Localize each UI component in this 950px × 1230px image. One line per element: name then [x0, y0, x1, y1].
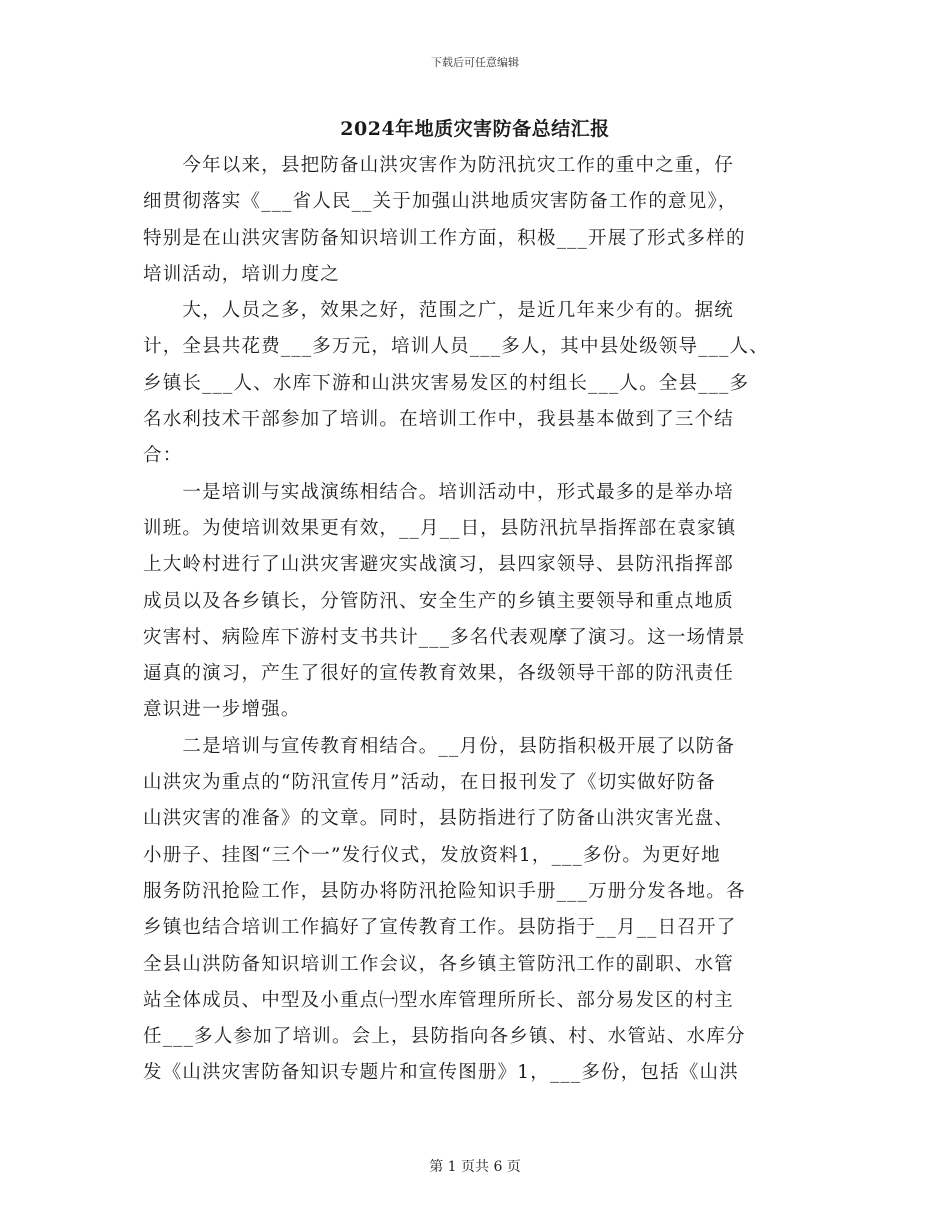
body-line: 二是培训与宣传教育相结合。__月份，县防指积极开展了以防备 [143, 735, 736, 757]
body-line: 培训活动，培训力度之 [143, 263, 341, 285]
page-number-footer: 第 1 页共 6 页 [429, 1159, 521, 1175]
body-line: 服务防汛抢险工作，县防办将防汛抢险知识手册___万册分发各地。各 [143, 880, 746, 902]
body-line: 发《山洪灾害防备知识专题片和宣传图册》1，___多份，包括《山洪 [143, 1062, 739, 1084]
body-line: 训班。为使培训效果更有效，__月__日，县防汛抗旱指挥部在袁家镇 [143, 517, 737, 539]
body-line: 名水利技术干部参加了培训。在培训工作中，我县基本做到了三个结 [143, 409, 735, 431]
body-line: 逼真的演习，产生了很好的宣传教育效果，各级领导干部的防汛责任 [143, 663, 735, 685]
body-line: 乡镇也结合培训工作搞好了宣传教育工作。县防指于__月__日召开了 [143, 917, 737, 939]
body-line: 特别是在山洪灾害防备知识培训工作方面，积极___开展了形式多样的 [143, 227, 746, 249]
body-line: 上大岭村进行了山洪灾害避灾实战演习，县四家领导、县防汛指挥部 [143, 554, 735, 576]
body-line: 计，全县共花费___多万元，培训人员___多人，其中县处级领导___人、 [143, 336, 769, 358]
body-line: 乡镇长___人、水库下游和山洪灾害易发区的村组长___人。全县___多 [143, 372, 750, 394]
header-note: 下载后可任意编辑 [431, 56, 519, 69]
document-body [143, 148, 808, 1092]
body-line: 全县山洪防备知识培训工作会议，各乡镇主管防汛工作的副职、水管 [143, 953, 735, 975]
body-line: 意识进一步增强。 [143, 699, 301, 721]
body-line: 灾害村、病险库下游村支书共计___多名代表观摩了演习。这一场情景 [143, 626, 746, 648]
body-line: 小册子、挂图“三个一”发行仪式，发放资料1，___多份。为更好地 [143, 844, 721, 866]
body-line: 今年以来，县把防备山洪灾害作为防汛抗灾工作的重中之重，仔 [143, 155, 735, 176]
body-line: 山洪灾为重点的“防汛宣传月”活动，在日报刊发了《切实做好防备 [143, 772, 716, 794]
document-title: 2024年地质灾害防备总结汇报 [340, 118, 610, 140]
body-line: 山洪灾害的准备》的文章。同时，县防指进行了防备山洪灾害光盘、 [143, 808, 735, 830]
body-line: 任___多人参加了培训。会上，县防指向各乡镇、村、水管站、水库分 [143, 1026, 746, 1048]
body-line: 大，人员之多，效果之好，范围之广，是近几年来少有的。据统 [143, 300, 735, 322]
body-line: 细贯彻落实《___省人民__关于加强山洪地质灾害防备工作的意见》， [143, 191, 738, 213]
body-line: 站全体成员、中型及小重点㈠型水库管理所所长、部分易发区的村主 [143, 989, 735, 1011]
body-line: 一是培训与实战演练相结合。培训活动中，形式最多的是举办培 [143, 481, 735, 503]
body-line: 成员以及各乡镇长，分管防汛、安全生产的乡镇主要领导和重点地质 [143, 590, 735, 612]
body-line: 合： [143, 445, 183, 467]
